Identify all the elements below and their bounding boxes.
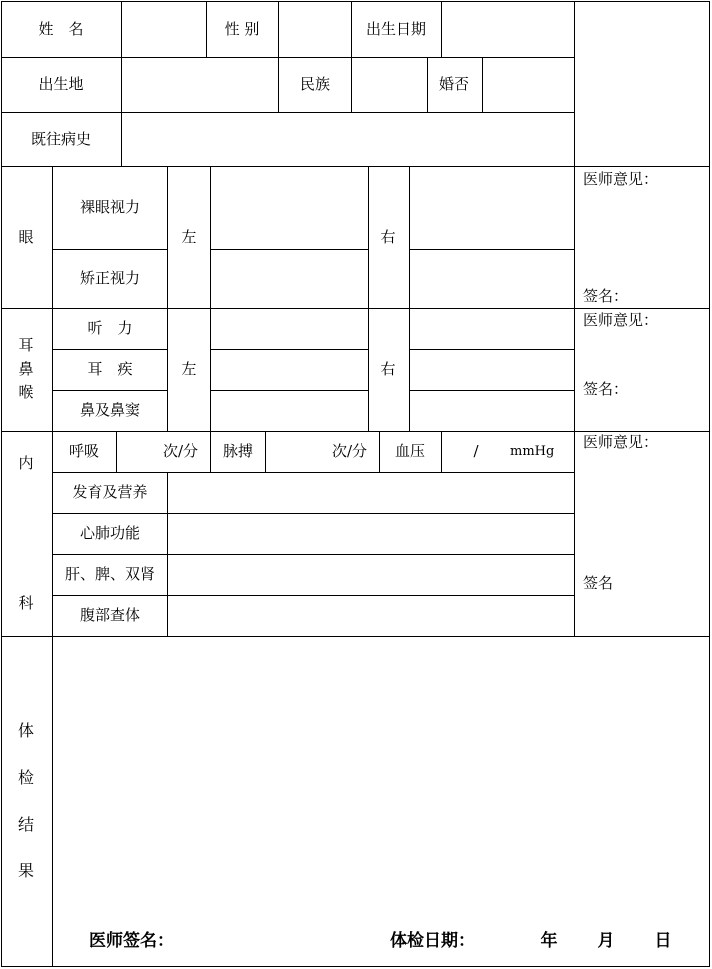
hearing-right-field[interactable]: [410, 309, 574, 349]
liver-field[interactable]: [168, 555, 574, 595]
month-label: 月: [597, 931, 615, 951]
border-left: [1, 1, 2, 967]
pulse-unit: 次/分: [332, 442, 368, 460]
breath-field[interactable]: [117, 432, 161, 472]
naked-right-field[interactable]: [410, 167, 574, 249]
gender-label: 性 别: [224, 20, 260, 38]
day-label: 日: [654, 931, 672, 951]
bp-unit: mmHg: [510, 444, 555, 459]
ear-right-field[interactable]: [410, 350, 574, 390]
internal-section-bottom: 科: [18, 594, 34, 612]
marital-field[interactable]: [483, 58, 574, 112]
year-label: 年: [540, 931, 558, 951]
naked-left-field[interactable]: [211, 167, 368, 249]
ent-sign-label: 签名：: [583, 380, 629, 398]
rule: [53, 249, 168, 250]
result-char: 果: [17, 861, 35, 880]
naked-vision-label: 裸眼视力: [79, 198, 141, 216]
internal-opinion-label: 医师意见：: [583, 433, 659, 451]
bp-field[interactable]: [442, 432, 508, 472]
nose-left-field[interactable]: [211, 391, 368, 431]
ent-section-char: 鼻: [18, 360, 34, 378]
eye-section-label: 眼: [18, 228, 34, 246]
development-label: 发育及营养: [72, 483, 148, 501]
ethnicity-label: 民族: [299, 75, 331, 93]
name-field[interactable]: [122, 2, 206, 57]
eye-sign-label: 签名：: [583, 287, 629, 305]
nose-label: 鼻及鼻窦: [79, 401, 141, 419]
rule: [53, 390, 168, 391]
rule: [1, 431, 710, 432]
eye-opinion-label: 医师意见：: [583, 170, 659, 188]
border-right: [709, 1, 710, 967]
corrected-right-field[interactable]: [410, 250, 574, 308]
rule: [206, 1, 207, 58]
ear-disease-label: 耳 疾: [87, 360, 133, 378]
name-label: 姓 名: [38, 20, 84, 38]
bp-slash: /: [473, 442, 479, 460]
heart-lung-field[interactable]: [168, 514, 574, 554]
photo-area[interactable]: [575, 2, 709, 166]
abdomen-label: 腹部查体: [79, 606, 141, 624]
rule: [167, 166, 168, 432]
birthdate-label: 出生日期: [365, 20, 427, 38]
doctor-sign-label: 医师签名：: [89, 931, 174, 951]
bp-label: 血压: [394, 442, 426, 460]
eye-right-label: 右: [380, 228, 396, 246]
ear-left-field[interactable]: [211, 350, 368, 390]
result-char: 检: [17, 768, 35, 787]
exam-date-label: 体检日期：: [390, 931, 475, 951]
ent-section-char: 耳: [18, 336, 34, 354]
rule: [368, 166, 369, 432]
result-char: 结: [17, 815, 35, 834]
pulse-label: 脉搏: [222, 442, 254, 460]
eye-left-label: 左: [181, 228, 197, 246]
pulse-field[interactable]: [266, 432, 330, 472]
ent-opinion-label: 医师意见：: [583, 311, 659, 329]
result-field[interactable]: [53, 637, 709, 917]
birthplace-label: 出生地: [38, 75, 84, 93]
gender-field[interactable]: [279, 2, 351, 57]
ent-left-label: 左: [181, 360, 197, 378]
ent-right-label: 右: [380, 360, 396, 378]
development-field[interactable]: [168, 473, 574, 513]
heart-lung-label: 心肺功能: [79, 524, 141, 542]
internal-section-top: 内: [18, 454, 34, 472]
birthdate-field[interactable]: [442, 2, 574, 57]
abdomen-field[interactable]: [168, 596, 574, 636]
hearing-label: 听 力: [87, 319, 133, 337]
internal-sign-label: 签名: [583, 574, 614, 592]
rule: [379, 431, 380, 473]
result-char: 体: [17, 721, 35, 740]
corrected-left-field[interactable]: [211, 250, 368, 308]
nose-right-field[interactable]: [410, 391, 574, 431]
corrected-vision-label: 矫正视力: [79, 269, 141, 287]
hearing-left-field[interactable]: [211, 309, 368, 349]
ent-section-char: 喉: [18, 383, 34, 401]
birthplace-field[interactable]: [122, 58, 278, 112]
breath-unit: 次/分: [163, 442, 199, 460]
marital-label: 婚否: [438, 75, 470, 93]
history-label: 既往病史: [30, 130, 92, 148]
history-field[interactable]: [122, 113, 574, 166]
border-bottom: [1, 966, 710, 967]
ethnicity-field[interactable]: [352, 58, 427, 112]
rule: [427, 57, 428, 113]
breath-label: 呼吸: [68, 442, 100, 460]
rule: [210, 431, 211, 473]
rule: [53, 349, 168, 350]
liver-label: 肝、脾、双肾: [64, 565, 156, 583]
